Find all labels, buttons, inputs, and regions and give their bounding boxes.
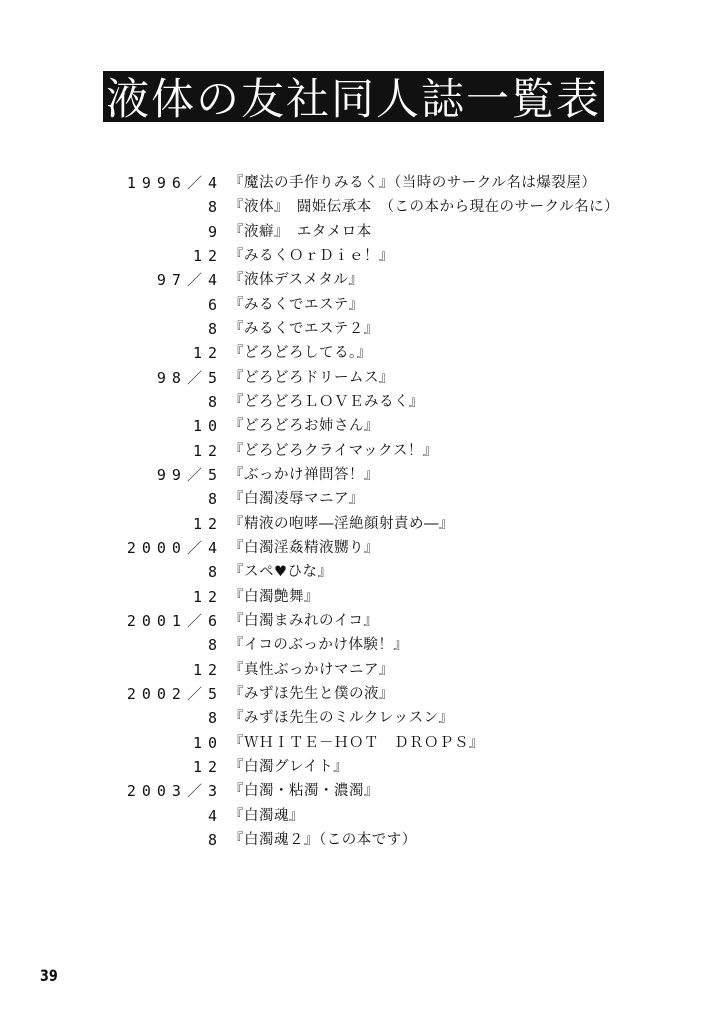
page-title — [103, 71, 604, 125]
entry-date: 8 — [207, 392, 223, 411]
entry-date: 10 — [192, 417, 223, 436]
entry-title: 『どろどろお姉さん』 — [229, 418, 379, 435]
entry-date: 12 — [192, 514, 223, 533]
list-item — [0, 268, 716, 292]
entry-title: 『液体デスメタル』 — [229, 272, 364, 289]
list-item — [0, 487, 716, 511]
list-item — [0, 390, 716, 414]
entry-date: 12 — [192, 441, 223, 460]
list-item — [0, 341, 716, 365]
entry-date: 98／5 — [156, 368, 223, 387]
entry-title: 『白濁魂』 — [229, 807, 304, 824]
entry-title: 『白濁まみれのイコ』 — [229, 612, 379, 629]
entry-date: 2000／4 — [126, 538, 223, 557]
entry-date: 2003／3 — [126, 782, 223, 801]
list-item — [0, 755, 716, 779]
entry-title: 『みずほ先生のミルクレッスン』 — [229, 710, 454, 727]
entry-date: 2001／6 — [126, 611, 223, 630]
entry-date: 8 — [207, 198, 223, 217]
entry-date: 10 — [192, 733, 223, 752]
entry-title: 『液癖』 エタメロ本 — [229, 223, 372, 240]
entry-date: 8 — [207, 319, 223, 338]
list-item — [0, 779, 716, 803]
entry-date: 8 — [207, 490, 223, 509]
list-item — [0, 682, 716, 706]
entry-title: 『みるくでエステ』 — [229, 296, 364, 313]
entry-title: 『みるくＯｒＤｉｅ！』 — [229, 247, 394, 264]
list-item — [0, 463, 716, 487]
entry-date: 12 — [192, 246, 223, 265]
entry-title: 『どろどろクライマックス！』 — [229, 442, 438, 459]
list-item — [0, 706, 716, 730]
entry-title: 『白濁艶舞』 — [229, 588, 319, 605]
list-item — [0, 731, 716, 755]
list-item — [0, 804, 716, 828]
entry-title: 『精液の咆哮―淫絶顔射責め―』 — [229, 515, 454, 532]
entry-date: 6 — [207, 295, 223, 314]
list-item — [0, 560, 716, 584]
entry-title: 『白濁淫姦精液嬲り』 — [229, 539, 379, 556]
publication-list — [0, 171, 716, 852]
entry-title: 『みずほ先生と僕の液』 — [229, 685, 394, 702]
list-item — [0, 609, 716, 633]
entry-title: 『みるくでエステ２』 — [229, 320, 379, 337]
list-item — [0, 195, 716, 219]
list-item — [0, 366, 716, 390]
entry-title: 『イコのぶっかけ体験！』 — [229, 637, 409, 654]
list-item — [0, 536, 716, 560]
list-item — [0, 439, 716, 463]
entry-title: 『魔法の手作りみるく』（当時のサークル名は爆裂屋） — [229, 175, 597, 191]
entry-date: 9 — [207, 222, 223, 241]
list-item — [0, 828, 716, 852]
entry-date: 8 — [207, 830, 223, 849]
list-item — [0, 293, 716, 317]
list-item — [0, 585, 716, 609]
entry-title: 『スペ♥ひな』 — [229, 564, 333, 581]
entry-date: 4 — [207, 806, 223, 825]
page-title-text: 液体の友社同人誌一覧表 — [106, 75, 601, 125]
list-item — [0, 317, 716, 341]
entry-title: 『液体』 闘姫伝承本 （この本から現在のサークル名に） — [229, 199, 620, 216]
entry-title: 『真性ぶっかけマニア』 — [229, 661, 394, 678]
page-number: 39 — [40, 966, 58, 985]
entry-title: 『白濁・粘濁・濃濁』 — [229, 783, 379, 800]
list-item — [0, 171, 716, 195]
entry-title: 『ＷＨＩＴＥ－ＨＯＴ ＤＲＯＰＳ』 — [229, 734, 484, 751]
entry-title: 『どろどろドリームス』 — [229, 369, 394, 386]
entry-date: 12 — [192, 344, 223, 363]
entry-title: 『どろどろしてる。』 — [229, 345, 372, 362]
list-item — [0, 244, 716, 268]
entry-title: 『白濁魂２』（この本です） — [229, 831, 417, 848]
entry-title: 『どろどろＬＯＶＥみるく』 — [229, 393, 424, 410]
entry-date: 12 — [192, 587, 223, 606]
entry-date: 99／5 — [156, 465, 223, 484]
list-item — [0, 512, 716, 536]
list-item — [0, 633, 716, 657]
entry-title: 『ぶっかけ禅問答！』 — [229, 466, 379, 483]
entry-title: 『白濁グレイト』 — [229, 758, 349, 775]
entry-date: 8 — [207, 636, 223, 655]
list-item — [0, 414, 716, 438]
entry-date: 1996／4 — [126, 174, 223, 192]
entry-date: 2002／5 — [126, 684, 223, 703]
entry-date: 8 — [207, 709, 223, 728]
entry-date: 97／4 — [156, 271, 223, 290]
entry-date: 8 — [207, 563, 223, 582]
entry-title: 『白濁凌辱マニア』 — [229, 491, 364, 508]
list-item — [0, 220, 716, 244]
entry-date: 12 — [192, 757, 223, 776]
entry-date: 12 — [192, 660, 223, 679]
list-item — [0, 658, 716, 682]
